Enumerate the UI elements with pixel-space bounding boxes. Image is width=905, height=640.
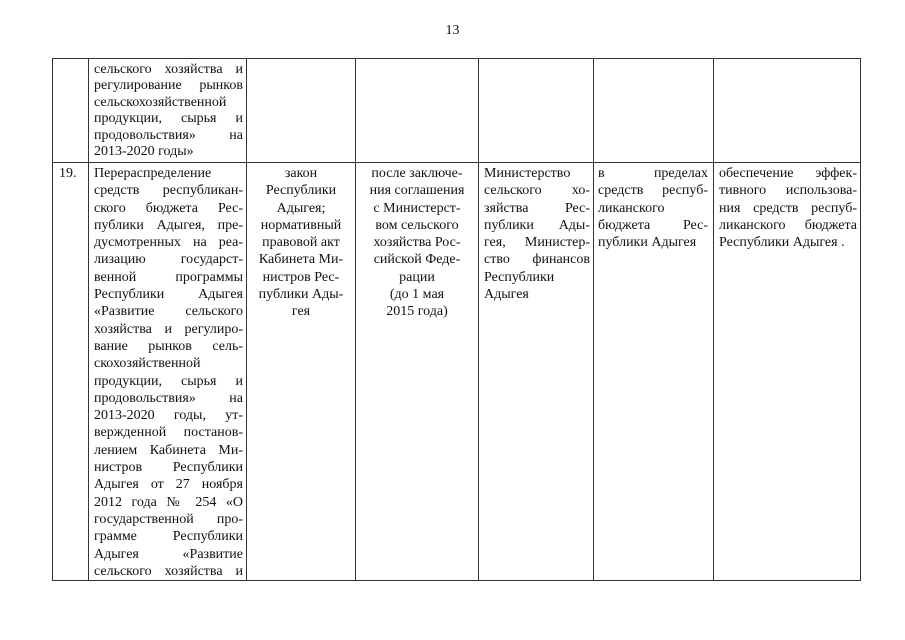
text-line: вание рынков сель- — [94, 338, 243, 354]
text-line: Республики Адыгея . — [719, 235, 845, 251]
text-line: нистров Республики — [94, 460, 243, 476]
table-row — [53, 163, 861, 581]
text-line: средств республикан- — [94, 183, 243, 199]
cell-number — [53, 59, 89, 163]
text-line: правовой акт — [262, 235, 340, 251]
text-line: хозяйства и регулиро- — [94, 321, 243, 337]
text-line: продукции, сырья и — [94, 373, 243, 389]
text-line: хозяйства Рос- — [373, 235, 461, 251]
text-line: Министерство — [484, 166, 571, 181]
text-line: 2013-2020 годы» — [94, 143, 194, 159]
cell-funding — [594, 163, 714, 581]
text-line: сийской Феде- — [373, 252, 461, 268]
text-line: гея, Министер- — [484, 235, 590, 251]
text-line: гея — [291, 304, 311, 320]
text-line: Кабинета Ми- — [258, 252, 344, 268]
cell-measure — [89, 163, 247, 581]
text-line: Перераспределение — [94, 166, 212, 181]
cell-responsible — [479, 163, 594, 581]
text-line: (до 1 мая — [389, 287, 445, 303]
text-line: вержденной постанов- — [94, 425, 243, 441]
text-line: «Развитие сельского — [94, 304, 243, 320]
text-line: публики Адыгея, пре- — [94, 217, 243, 233]
text-line: лением Кабинета Ми- — [94, 442, 243, 458]
text-line: в пределах — [598, 166, 708, 181]
text-line: 19. — [59, 166, 77, 181]
text-line: обеспечение эффек- — [719, 166, 857, 181]
cell-deadline — [356, 59, 479, 163]
text-line: публики Ады- — [258, 287, 344, 303]
text-line: лизацию государст- — [94, 252, 243, 268]
table-row — [53, 59, 861, 163]
text-line: ния средств респуб- — [719, 200, 857, 216]
text-line: нистров Рес- — [262, 269, 340, 285]
cell-legal-form — [247, 163, 356, 581]
text-line: венной программы — [94, 269, 243, 285]
text-line: Республики — [265, 183, 337, 199]
text-line: сельского хозяйства и — [94, 563, 243, 579]
cell-legal-form — [247, 59, 356, 163]
text-line: Республики — [484, 269, 555, 285]
text-line: 2012 года № 254 «О — [94, 494, 243, 510]
text-line: сельскохозяйственной — [94, 94, 227, 110]
text-line: ния соглашения — [369, 183, 465, 199]
cell-result — [714, 59, 861, 163]
text-line: тивного использова- — [719, 183, 857, 199]
text-line: нормативный — [260, 217, 342, 233]
text-line: государственной про- — [94, 511, 243, 527]
text-line: рации — [399, 269, 435, 285]
text-line: ликанского бюджета — [719, 217, 857, 233]
text-line: продукции, сырья и — [94, 111, 243, 127]
text-line: публики Ады- — [484, 217, 590, 233]
text-line: продовольствия» на — [94, 390, 243, 406]
text-line: с Министерст- — [373, 200, 461, 216]
text-line: сельского хо- — [484, 183, 590, 199]
measures-table — [52, 58, 861, 581]
cell-deadline — [356, 163, 479, 581]
text-line: Республики Адыгея — [94, 287, 243, 303]
cell-result — [714, 163, 861, 581]
text-line: вом сельского — [375, 217, 459, 233]
text-line: Адыгея от 27 ноября — [94, 477, 243, 493]
text-line: закон — [284, 166, 318, 181]
text-line: 2013-2020 годы, ут- — [94, 408, 243, 424]
text-line: сельского хозяйства и — [94, 62, 243, 77]
text-line: 2015 года) — [386, 304, 448, 320]
text-line: ство финансов — [484, 252, 590, 268]
text-line: скохозяйственной — [94, 356, 201, 372]
text-line: после заключе- — [371, 166, 463, 181]
text-line: Адыгея — [484, 287, 529, 303]
text-line: бюджета Рес- — [598, 217, 708, 233]
cell-number — [53, 163, 89, 581]
text-line: зяйства Рес- — [484, 200, 590, 216]
text-line: публики Адыгея — [598, 235, 697, 251]
text-line: ликанского — [598, 200, 665, 216]
text-line: ского бюджета Рес- — [94, 200, 243, 216]
text-line: Адыгея «Развитие — [94, 546, 243, 562]
text-line: продовольствия» на — [94, 127, 243, 143]
text-line: Адыгея; — [276, 200, 326, 216]
text-line: средств респуб- — [598, 183, 708, 199]
text-line: дусмотренных на реа- — [94, 235, 243, 251]
cell-funding — [594, 59, 714, 163]
cell-measure — [89, 59, 247, 163]
page-number: 13 — [445, 23, 460, 38]
text-line: регулирование рынков — [94, 78, 243, 94]
cell-responsible — [479, 59, 594, 163]
text-line: грамме Республики — [94, 529, 243, 545]
